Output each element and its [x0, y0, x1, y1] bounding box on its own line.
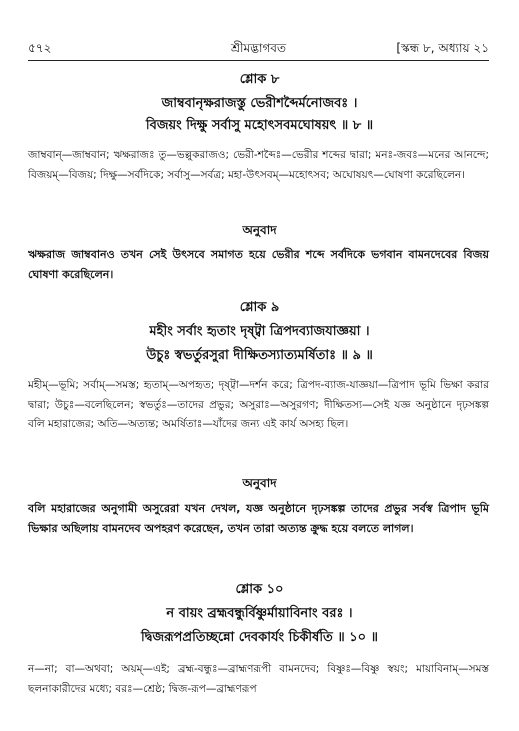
sloka-10-verse-line-2: দ্বিজরূপপ্রতিচ্ছন্নো দেবকার্যং চিকীর্ষতি ॥ ১০ ॥	[141, 630, 378, 645]
book-title: শ্রীমদ্ভাগবত	[230, 41, 286, 55]
sloka-9-verse-line-2: উচুঃ স্বভর্তুরসুরা দীক্ষিতস্যাত্যমর্ষিতাঃ ॥ ৯ ॥	[146, 348, 373, 363]
sloka-8-translation: ঋক্ষরাজ জাম্ববানও তখন সেই উৎসবে সমাগত হয়ে ভেরীর শব্দে সর্বদিকে ভগবান বামনদেবের বিজয় ঘোষণা করেছিলেন।	[28, 248, 489, 281]
header-divider	[28, 60, 489, 61]
sloka-8-verse-line-1: জাম্ববানৃক্ষরাজস্তু ভেরীশব্দৈর্মনোজবঃ ।	[161, 96, 358, 111]
sloka-9-title: শ্লোক ৯	[239, 300, 280, 315]
sloka-10-word-meanings: ন—না; বা—অথবা; অয়ম্—এই; ব্রহ্ম-বন্ধুঃ—ব্রাহ্মণরূপী বামনদেব; বিষ্ণুঃ—বিষ্ণু স্বয়ং; মায়াবিনাম্—সমস্ত ছলনাকারীদের মধ্যে; বরঃ—শ্রেষ্ঠ; দ্বিজ-রূপ—ব্রাহ্মণরূপ	[28, 663, 489, 695]
sloka-10-verse-line-1: ন বায়ং ব্রহ্মবন্ধুর্বিষ্ণুর্মায়াবিনাং বরঃ ।	[166, 606, 353, 621]
sloka-9-word-meanings: মহীম্—ভূমি; সর্বাম্—সমস্ত; হৃতাম্—অপহৃত; দৃষ্ট্বা—দর্শন করে; ত্রিপদ-ব্যাজ-যাজ্ঞয়া—ত্রিপাদ ভূমি ভিক্ষা করার দ্বারা; উচুঃ—বলেছিলেন; স্বভর্তুঃ—তাদের প্রভুর; অসুরাঃ—অসুরগণ; দীক্ষিতস্য—সেই যজ্ঞ অনুষ্ঠানে দৃঢ়সঙ্কল্প বলি মহারাজের; অতি—অত্যন্ত; অমর্ষিতাঃ—যাঁদের জন্য এই কার্য অসহ্য ছিল।	[28, 379, 489, 430]
page-number: ৫৭২	[28, 41, 52, 55]
sloka-9-translation-heading: অনুবাদ	[242, 476, 277, 490]
page-header	[28, 40, 489, 58]
sloka-8-translation-heading: অনুবাদ	[242, 223, 277, 237]
chapter-reference: [স্কন্ধ ৮, অধ্যায় ২১	[396, 41, 489, 55]
sloka-8-word-meanings: জাম্ববান্—জাম্ববান; ঋক্ষরাজঃ তু—ভল্লুকরাজও; ভেরী-শব্দৈঃ—ভেরীর শব্দের দ্বারা; মনঃ-জবঃ—মনের আনন্দে; বিজয়ম্—বিজয়; দিক্ষু—সর্বদিকে; সর্বাসু—সর্বত্র; মহা-উৎসবম্—মহোৎসব; অঘোষয়ৎ—ঘোষণা করেছিলেন।	[28, 149, 489, 181]
sloka-9-verse-line-1: মহীং সর্বাং হৃতাং দৃষ্ট্বা ত্রিপদব্যাজযাজ্ঞয়া ।	[149, 324, 370, 339]
sloka-9-translation: বলি মহারাজের অনুগামী অসুরেরা যখন দেখল, যজ্ঞ অনুষ্ঠানে দৃঢ়সঙ্কল্প তাদের প্রভুর সর্বস্ব ত্রিপাদ ভূমি ভিক্ষার অছিলায় বামনদেব অপহরণ করেছেন, তখন তারা অত্যন্ত ক্রুদ্ধ হয়ে বলতে লাগল।	[28, 502, 489, 535]
sloka-8-verse-line-2: বিজয়ং দিক্ষু সর্বাসু মহোৎসবমঘোষয়ৎ ॥ ৮ ॥	[145, 118, 374, 133]
sloka-8-title: শ্লোক ৮	[239, 72, 280, 87]
sloka-10-title: শ্লোক ১০	[235, 582, 284, 597]
